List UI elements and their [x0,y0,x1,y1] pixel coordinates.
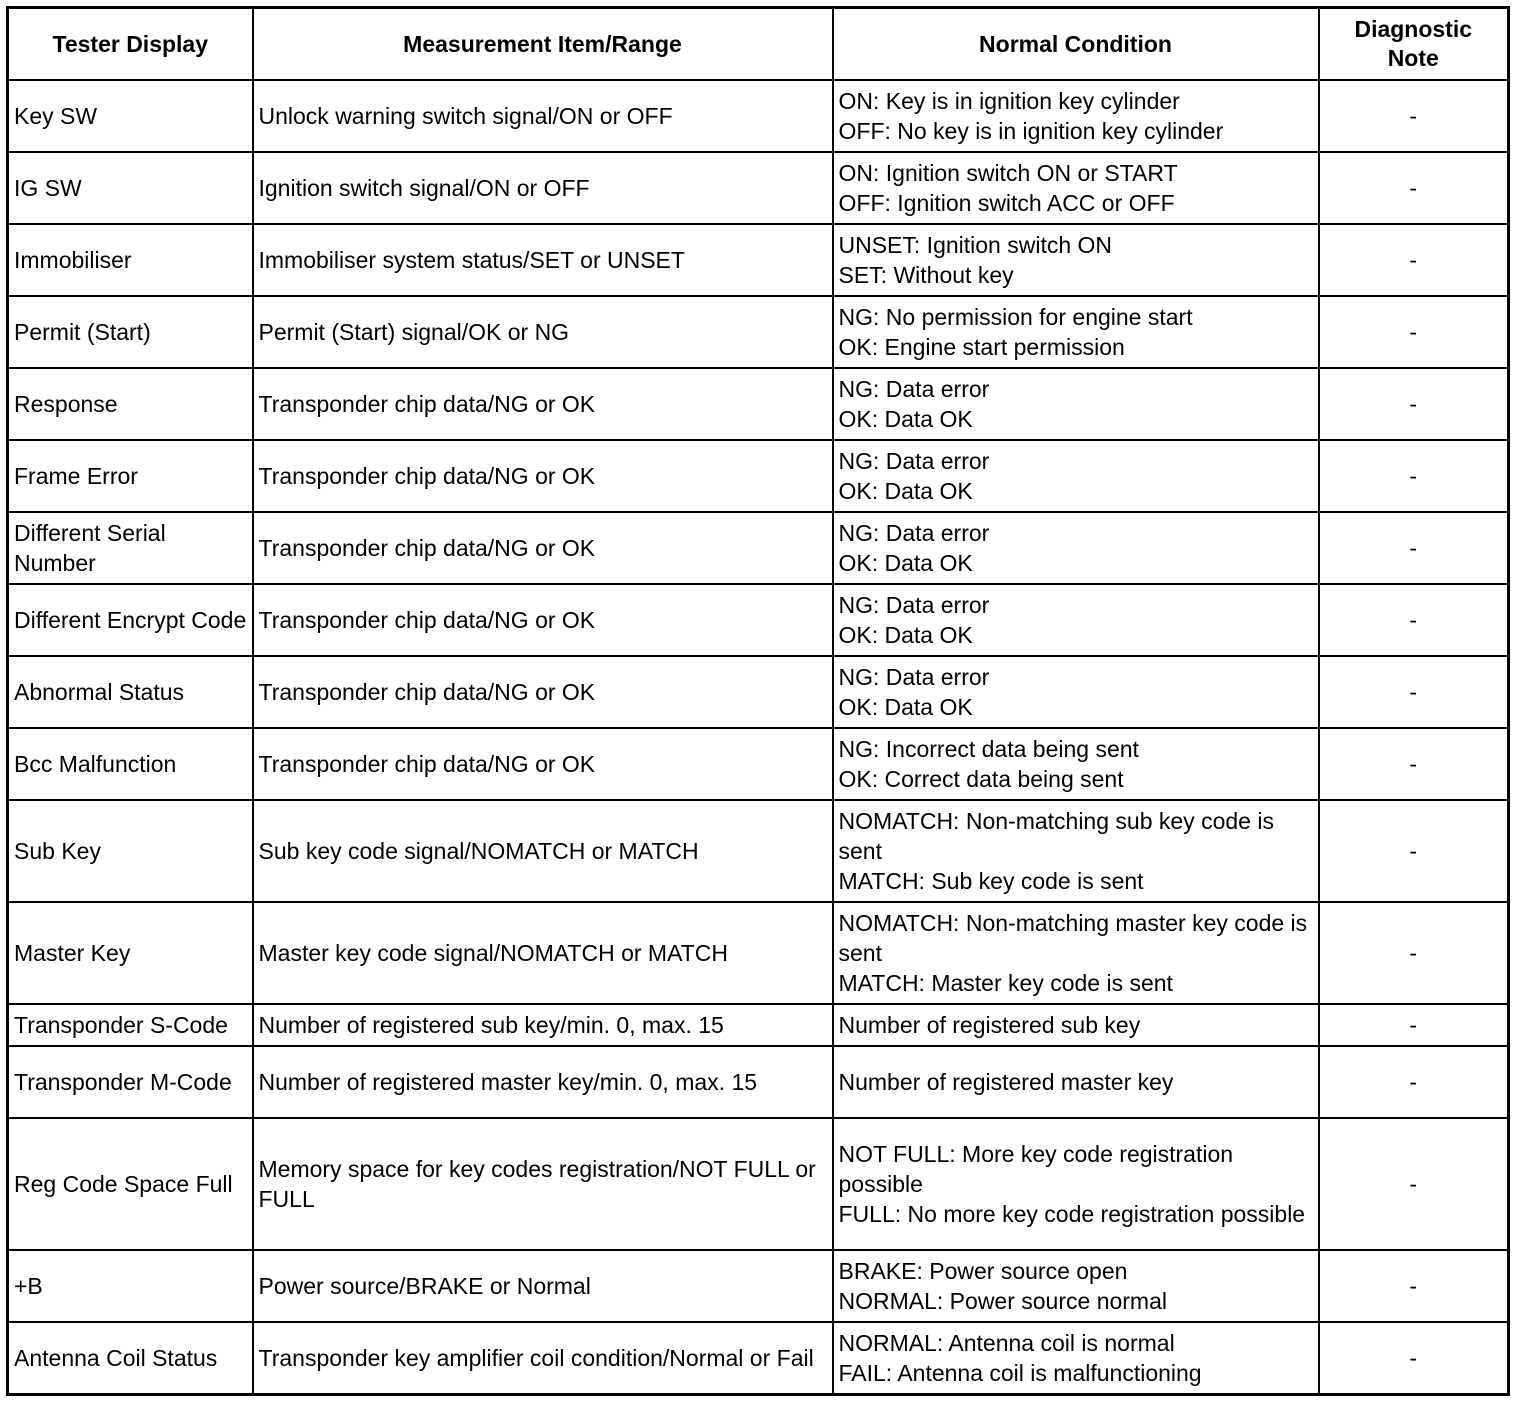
table-row [8,584,1509,656]
measurement-cell: Master key code signal/NOMATCH or MATCH [253,902,833,1004]
table-row [8,368,1509,440]
diagnostic-note-cell: - [1319,902,1509,1004]
table-row [8,512,1509,584]
table-row [8,152,1509,224]
measurement-cell: Immobiliser system status/SET or UNSET [253,224,833,296]
tester-display-cell: Abnormal Status [8,656,253,728]
diagnostic-note-cell: - [1319,800,1509,902]
tester-display-cell: Transponder M-Code [8,1046,253,1118]
table-row [8,728,1509,800]
normal-condition-cell [833,296,1319,368]
tester-display-cell: Sub Key [8,800,253,902]
tester-display-cell: Permit (Start) [8,296,253,368]
normal-condition-cell [833,902,1319,1004]
table-row [8,296,1509,368]
normal-condition-line: NOMATCH: Non-matching master key code is sent [838,910,1314,966]
normal-condition-cell [833,800,1319,902]
normal-condition-line: OK: Data OK [838,550,973,576]
normal-condition-line: NOMATCH: Non-matching sub key code is sent [838,808,1281,864]
normal-condition-cell [833,440,1319,512]
normal-condition-line: MATCH: Master key code is sent [838,970,1173,996]
table-row [8,1046,1509,1118]
measurement-cell: Memory space for key codes registration/NOT FULL or FULL [253,1118,833,1250]
header-tester-display: Tester Display [8,8,253,81]
header-row [8,8,1509,81]
diagnostic-note-cell: - [1319,440,1509,512]
normal-condition-line: Number of registered master key [838,1069,1174,1095]
normal-condition-line: OK: Data OK [838,622,973,648]
normal-condition-line: NORMAL: Antenna coil is normal [838,1329,1175,1356]
measurement-cell: Transponder chip data/NG or OK [253,440,833,512]
diagnostic-note-cell: - [1319,1046,1509,1118]
tester-display-cell: Bcc Malfunction [8,728,253,800]
table-row [8,224,1509,296]
normal-condition-cell [833,152,1319,224]
measurement-cell: Permit (Start) signal/OK or NG [253,296,833,368]
normal-condition-line: OFF: No key is in ignition key cylinder [838,118,1224,144]
normal-condition-line: FULL: No more key code registration possible [838,1201,1306,1227]
normal-condition-line: UNSET: Ignition switch ON [838,232,1113,258]
measurement-cell: Transponder chip data/NG or OK [253,728,833,800]
tester-display-cell: Key SW [8,80,253,152]
normal-condition-line: NG: Data error [838,448,990,474]
tester-display-cell: Response [8,368,253,440]
table-row [8,1118,1509,1250]
diagnostic-note-cell: - [1319,1322,1509,1394]
tester-display-cell: Immobiliser [8,224,253,296]
normal-condition-line: MATCH: Sub key code is sent [838,868,1144,894]
normal-condition-cell [833,512,1319,584]
normal-condition-cell [833,1118,1319,1250]
diagnostic-note-cell: - [1319,656,1509,728]
normal-condition-cell [833,1250,1319,1322]
normal-condition-cell [833,728,1319,800]
normal-condition-line: ON: Key is in ignition key cylinder [838,88,1180,114]
tester-display-cell: Reg Code Space Full [8,1118,253,1250]
normal-condition-line: NORMAL: Power source normal [838,1288,1167,1314]
diagnostic-note-cell: - [1319,368,1509,440]
measurement-cell: Transponder key amplifier coil condition/Normal or Fail [253,1322,833,1394]
tester-display-cell: Different Serial Number [8,512,253,584]
measurement-cell: Unlock warning switch signal/ON or OFF [253,80,833,152]
measurement-cell: Transponder chip data/NG or OK [253,512,833,584]
table-row [8,80,1509,152]
tester-display-cell: IG SW [8,152,253,224]
tester-display-cell: Antenna Coil Status [8,1322,253,1394]
diagnostic-note-cell: - [1319,728,1509,800]
measurement-cell: Transponder chip data/NG or OK [253,656,833,728]
normal-condition-line: NG: Incorrect data being sent [838,736,1139,762]
diagnostic-note-cell: - [1319,296,1509,368]
measurement-cell: Transponder chip data/NG or OK [253,584,833,656]
diagnostic-note-cell: - [1319,224,1509,296]
diagnostic-note-cell: - [1319,1004,1509,1046]
diagnostic-note-cell: - [1319,1118,1509,1250]
diagnostic-note-cell: - [1319,512,1509,584]
table-row [8,902,1509,1004]
normal-condition-line: OK: Data OK [838,694,973,720]
table-row [8,440,1509,512]
normal-condition-line: FAIL: Antenna coil is malfunctioning [838,1359,1202,1386]
normal-condition-line: SET: Without key [838,262,1014,288]
measurement-cell: Number of registered sub key/min. 0, max. 15 [253,1004,833,1046]
normal-condition-cell [833,368,1319,440]
header-measurement-item-range: Measurement Item/Range [253,8,833,81]
table-row [8,1250,1509,1322]
normal-condition-cell [833,656,1319,728]
table-row [8,1322,1509,1394]
measurement-cell: Ignition switch signal/ON or OFF [253,152,833,224]
table-row [8,656,1509,728]
normal-condition-line: NG: Data error [838,664,990,690]
diagnostic-note-cell: - [1319,584,1509,656]
normal-condition-cell [833,1322,1319,1394]
table-row [8,800,1509,902]
normal-condition-line: NOT FULL: More key code registration possible [838,1141,1240,1197]
tester-display-cell: Frame Error [8,440,253,512]
diagnostic-note-cell: - [1319,80,1509,152]
diagnostic-note-cell: - [1319,1250,1509,1322]
tester-display-cell: Master Key [8,902,253,1004]
normal-condition-line: NG: Data error [838,376,990,402]
measurement-cell: Power source/BRAKE or Normal [253,1250,833,1322]
normal-condition-line: OK: Data OK [838,406,973,432]
normal-condition-line: ON: Ignition switch ON or START [838,160,1178,186]
tester-display-cell: Different Encrypt Code [8,584,253,656]
table-row [8,1004,1509,1046]
normal-condition-line: Number of registered sub key [838,1012,1141,1038]
normal-condition-line: OK: Correct data being sent [838,766,1124,792]
measurement-cell: Transponder chip data/NG or OK [253,368,833,440]
tester-display-cell: Transponder S-Code [8,1004,253,1046]
normal-condition-line: BRAKE: Power source open [838,1258,1128,1284]
measurement-cell: Number of registered master key/min. 0, max. 15 [253,1046,833,1118]
normal-condition-cell [833,1004,1319,1046]
data-list-table [6,6,1510,1396]
normal-condition-line: OK: Data OK [838,478,973,504]
header-normal-condition: Normal Condition [833,8,1319,81]
normal-condition-line: OFF: Ignition switch ACC or OFF [838,190,1175,216]
normal-condition-cell [833,224,1319,296]
tester-display-cell: +B [8,1250,253,1322]
diagnostic-note-cell: - [1319,152,1509,224]
measurement-cell: Sub key code signal/NOMATCH or MATCH [253,800,833,902]
normal-condition-line: NG: Data error [838,520,990,546]
normal-condition-line: NG: Data error [838,592,990,618]
normal-condition-cell [833,584,1319,656]
header-diagnostic-note: Diagnostic Note [1319,8,1509,81]
normal-condition-line: NG: No permission for engine start [838,304,1193,330]
normal-condition-cell [833,80,1319,152]
normal-condition-cell [833,1046,1319,1118]
normal-condition-line: OK: Engine start permission [838,334,1125,360]
